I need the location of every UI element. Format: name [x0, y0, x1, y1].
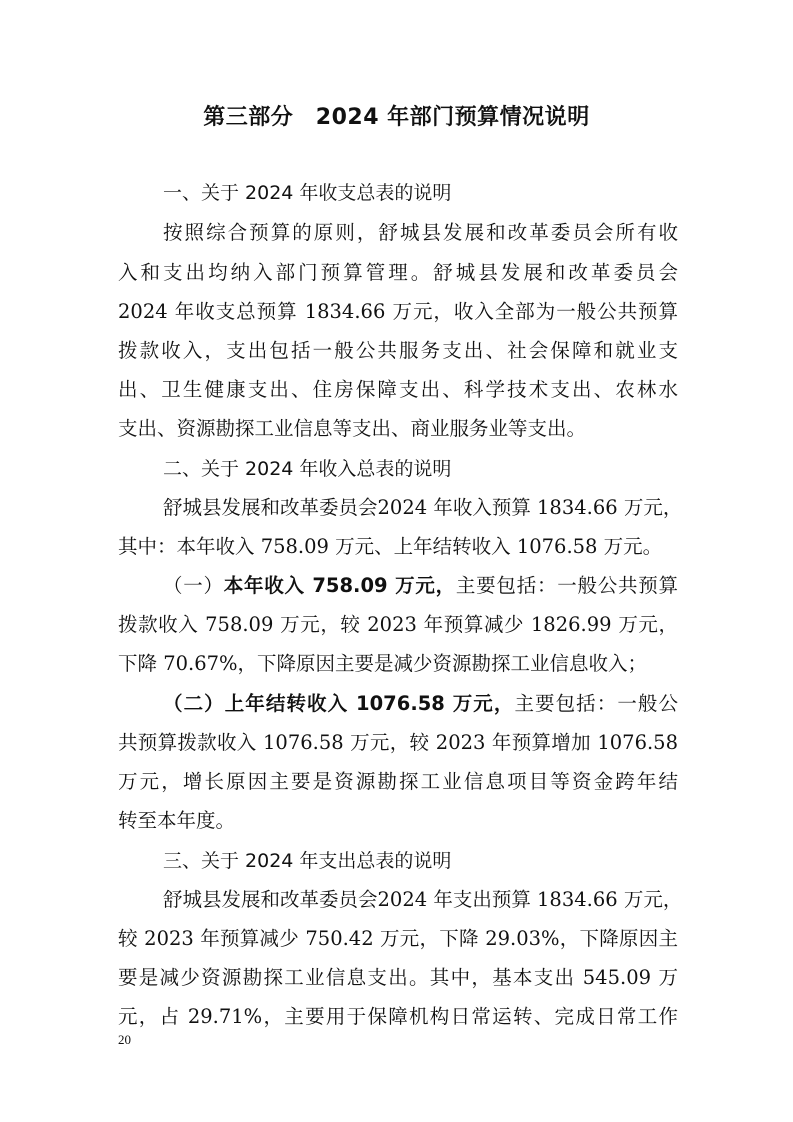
subsection-1-rest: 主要包括：一般公共预算	[455, 574, 678, 597]
subsection-2-rest: 主要包括：一般公	[514, 692, 678, 715]
subsection-2-bold: （二）上年结转收入 1076.58 万元，	[163, 692, 515, 715]
body-line: 舒城县发展和改革委员会2024 年支出预算 1834.66 万元，	[163, 888, 683, 911]
body-line: 入和支出均纳入部门预算管理。舒城县发展和改革委员会	[118, 261, 678, 284]
page-number: 20	[118, 1032, 131, 1047]
body-line: 支出、资源勘探工业信息等支出、商业服务业等支出。	[118, 417, 587, 440]
body-line: 元，占 29.71%，主要用于保障机构日常运转、完成日常工作	[118, 1005, 678, 1028]
body-line: 转至本年度。	[118, 809, 236, 832]
subsection-1-line	[163, 566, 678, 606]
body-line: 较 2023 年预算减少 750.42 万元，下降 29.03%，下降原因主	[118, 927, 678, 950]
subsection-1-prefix: （一）	[163, 574, 224, 597]
body-line: 舒城县发展和改革委员会2024 年收入预算 1834.66 万元，	[163, 496, 683, 519]
body-line: 按照综合预算的原则，舒城县发展和改革委员会所有收	[163, 221, 678, 244]
body-line: 2024 年收支总预算 1834.66 万元，收入全部为一般公共预算	[118, 300, 678, 323]
subsection-1-bold: 本年收入 758.09 万元，	[223, 574, 456, 597]
section-1-heading: 一、关于 2024 年收支总表的说明	[163, 182, 452, 204]
body-line: 拨款收入 758.09 万元，较 2023 年预算减少 1826.99 万元，	[118, 613, 678, 636]
section-2-heading: 二、关于 2024 年收入总表的说明	[163, 458, 452, 480]
section-3-heading: 三、关于 2024 年支出总表的说明	[163, 850, 452, 872]
body-line: 万元，增长原因主要是资源勘探工业信息项目等资金跨年结	[118, 770, 678, 793]
body-line: 其中：本年收入 758.09 万元、上年结转收入 1076.58 万元。	[118, 535, 663, 558]
body-line: 拨款收入，支出包括一般公共服务支出、社会保障和就业支	[118, 339, 678, 362]
page-title: 第三部分 2024 年部门预算情况说明	[203, 105, 590, 130]
body-line: 下降 70.67%，下降原因主要是减少资源勘探工业信息收入；	[118, 652, 648, 675]
body-line: 要是减少资源勘探工业信息支出。其中，基本支出 545.09 万	[118, 966, 678, 989]
body-line: 出、卫生健康支出、住房保障支出、科学技术支出、农林水	[118, 378, 678, 401]
body-line: 共预算拨款收入 1076.58 万元，较 2023 年预算增加 1076.58	[118, 731, 678, 754]
subsection-2-line	[163, 684, 678, 724]
